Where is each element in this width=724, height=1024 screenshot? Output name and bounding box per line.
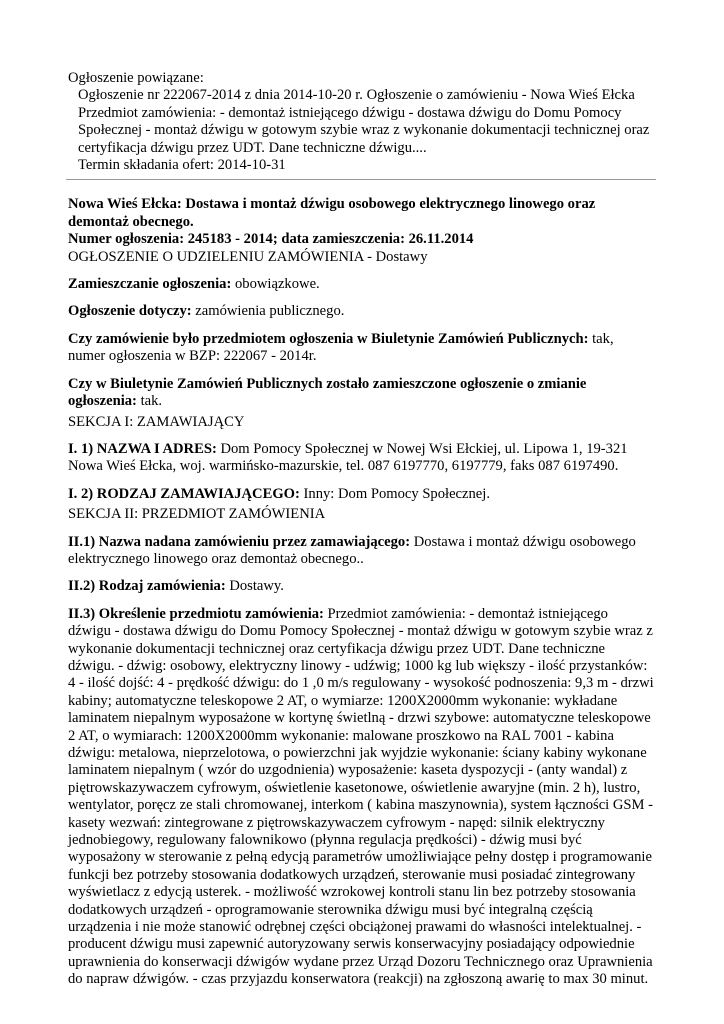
field-value: tak. [136,393,163,410]
related-notice-body [78,87,658,174]
notice-number: Numer ogłoszenia: 245183 - 2014; data zamieszczenia: 26.11.2014 [68,231,474,248]
field-value: Dom Pomocy Społecznej w Nowej Wsi Ełckiej, ul. Lipowa 1, 19-321 [216,440,628,457]
field-value: Dostawa i montaż dźwigu osobowego [410,533,636,550]
description-line: kabiny; automatyczne teleskopowe 2 AT, o wymiarze: 1200X2000mm wykonanie: wykładane [68,692,618,709]
concerns-field [68,303,658,320]
subject-description-field [68,606,658,989]
field-value: Przedmiot zamówienia: - demontaż istniejącego [323,605,608,622]
field-value: obowiązkowe. [231,276,320,293]
field-label: Czy zamówienie było przedmiotem ogłoszenia w Biuletynie Zamówień Publicznych: [68,330,589,347]
description-line: dźwigu. - dźwig: osobowy, elektryczny linowy - udźwig; 1000 kg lub większy - ilość przystanków: [68,657,648,674]
related-line: Przedmiot zamówienia: - demontaż istniejącego dźwigu - dostawa dźwigu do Domu Pomocy [78,104,622,121]
section-2-heading: SEKCJA II: PRZEDMIOT ZAMÓWIENIA [68,506,326,523]
document-page [68,70,658,989]
field-value: elektrycznego linowego oraz demontaż obecnego.. [68,550,364,567]
related-line: Ogłoszenie nr 222067-2014 z dnia 2014-10-20 r. Ogłoszenie o zamówieniu - Nowa Wieś Ełcka [78,87,635,104]
related-line: Społecznej - montaż dźwigu w gotowym szybie wraz z wykonanie dokumentacji technicznej oraz [78,122,650,139]
change-field [68,376,658,411]
description-line: dźwigu: metalowa, nieprzelotowa, o powierzchni jak wyjdzie wykonanie: ściany kabiny wykonane [68,745,647,761]
section-1-heading: SEKCJA I: ZAMAWIAJĄCY [68,413,245,430]
description-line: urządzenia i nie może stanowić odrębnej części obciążonej prawami do własności intelektualnej. - [68,919,642,936]
section-heading [68,414,658,431]
description-line: laminatem niepalnym ( wzór do uzgodnienia) wyposażenie: kaseta dyspozycji - (anty wandal) z [68,762,628,779]
field-label: I. 1) NAZWA I ADRES: [68,440,217,457]
field-value: Dostawy. [225,578,284,595]
buyer-type-field [68,486,658,503]
description-line: 2 AT, o wymiarach: 1200X2000mm wykonanie: malowane proszkowo na RAL 7001 - kabina [68,727,614,744]
description-line: producent dźwigu musi zapewnić autoryzowany serwis konserwacyjny posiadający odpowiednie [68,936,635,953]
description-line: wyświetlacz z edycją usterek. - możliwość wzrokowej kontroli stanu lin bez potrzeby stosowania [68,884,636,901]
related-deadline: Termin składania ofert: 2014-10-31 [78,157,286,174]
field-label: Czy w Biuletynie Zamówień Publicznych zostało zamieszczone ogłoszenie o zmianie [68,375,587,392]
description-line: kasety wezwań: zintegrowane z piętrowskazywaczem cyfrowym - napęd: silnik elektryczny [68,814,605,831]
divider [66,179,656,180]
field-value: zamówienia publicznego. [191,303,345,320]
bzp-field [68,331,658,366]
notice-title-line: Nowa Wieś Ełcka: Dostawa i montaż dźwigu osobowego elektrycznego linowego oraz [68,196,596,213]
field-value: Inny: Dom Pomocy Społecznej. [299,485,490,502]
field-value: numer ogłoszenia w BZP: 222067 - 2014r. [68,348,317,365]
description-line: dodatkowych urządzeń - oprogramowanie sterownika dźwigu musi być integralną częścią [68,901,593,918]
field-label: II.2) Rodzaj zamówienia: [68,578,226,595]
placement-field [68,276,658,293]
description-line: dźwigu - dostawa dźwigu do Domu Pomocy Społecznej - montaż dźwigu w gotowym szybie wraz z [68,623,653,640]
description-line: do napraw dźwigów. - czas przyjazdu konserwatora (reakcji) na zgłoszoną awarię to max 30 minut. [68,971,649,988]
description-line: wykonanie dokumentacji technicznej oraz certyfikacja dźwigu przez UDT. Dane techniczne [68,640,606,657]
description-line: wyposażony w sterowanie z pełną edycją parametrów umożliwiające pełny dostęp i programowanie [68,849,652,866]
description-line: 4 - ilość dojść: 4 - prędkość dźwigu: do 1 ,0 m/s regulowany - wysokość podnoszenia: 9,3 m - drzwi [68,675,654,692]
description-line: uprawnienia do konserwacji dźwigów wydane przez Urząd Dozoru Technicznego oraz Uprawnienia [68,953,653,970]
contract-name-field [68,534,658,569]
related-line: certyfikacja dźwigu przez UDT. Dane techniczne dźwigu.... [78,139,427,156]
field-value: Nowa Wieś Ełcka, woj. warmińsko-mazurskie, tel. 087 6197770, 6197779, faks 087 6197490. [68,458,619,475]
description-line: wentylator, poręcz ze stali chromowanej, interkom ( kabina maszynownia), system łączności GSM - [68,797,654,814]
related-notice-header: Ogłoszenie powiązane: [68,70,204,86]
description-line: funkcji bez potrzeby stosowania dodatkowych urządzeń, sterowanie musi posiadać zintegrowany [68,866,636,883]
notice-title-line: demontaż obecnego. [68,213,194,230]
section-heading [68,506,658,523]
field-label: Ogłoszenie dotyczy: [68,303,192,320]
field-label: II.3) Określenie przedmiotu zamówienia: [68,605,324,622]
field-label: II.1) Nazwa nadana zamówieniu przez zamawiającego: [68,533,411,550]
field-value: tak, [588,330,614,347]
notice-title-block [68,196,658,266]
field-label: ogłoszenia: [68,393,137,410]
name-address-field [68,441,658,476]
description-line: jednobiegowy, regulowany falownikowo (płynna regulacja prędkości) - dźwig musi być [68,832,582,849]
field-label: I. 2) RODZAJ ZAMAWIAJĄCEGO: [68,485,300,502]
description-line: laminatem niepalnym wyposażone w kortynę świetlną - drzwi szybowe: automatyczne teleskopowe [68,710,651,727]
contract-type-field [68,578,658,595]
field-label: Zamieszczanie ogłoszenia: [68,276,232,293]
notice-type: OGŁOSZENIE O UDZIELENIU ZAMÓWIENIA - Dostawy [68,248,428,265]
description-line: piętrowskazywaczem cyfrowym, oświetlenie kasetonowe, oświetlenie awaryjne (min. 2 h), lustro, [68,779,641,796]
